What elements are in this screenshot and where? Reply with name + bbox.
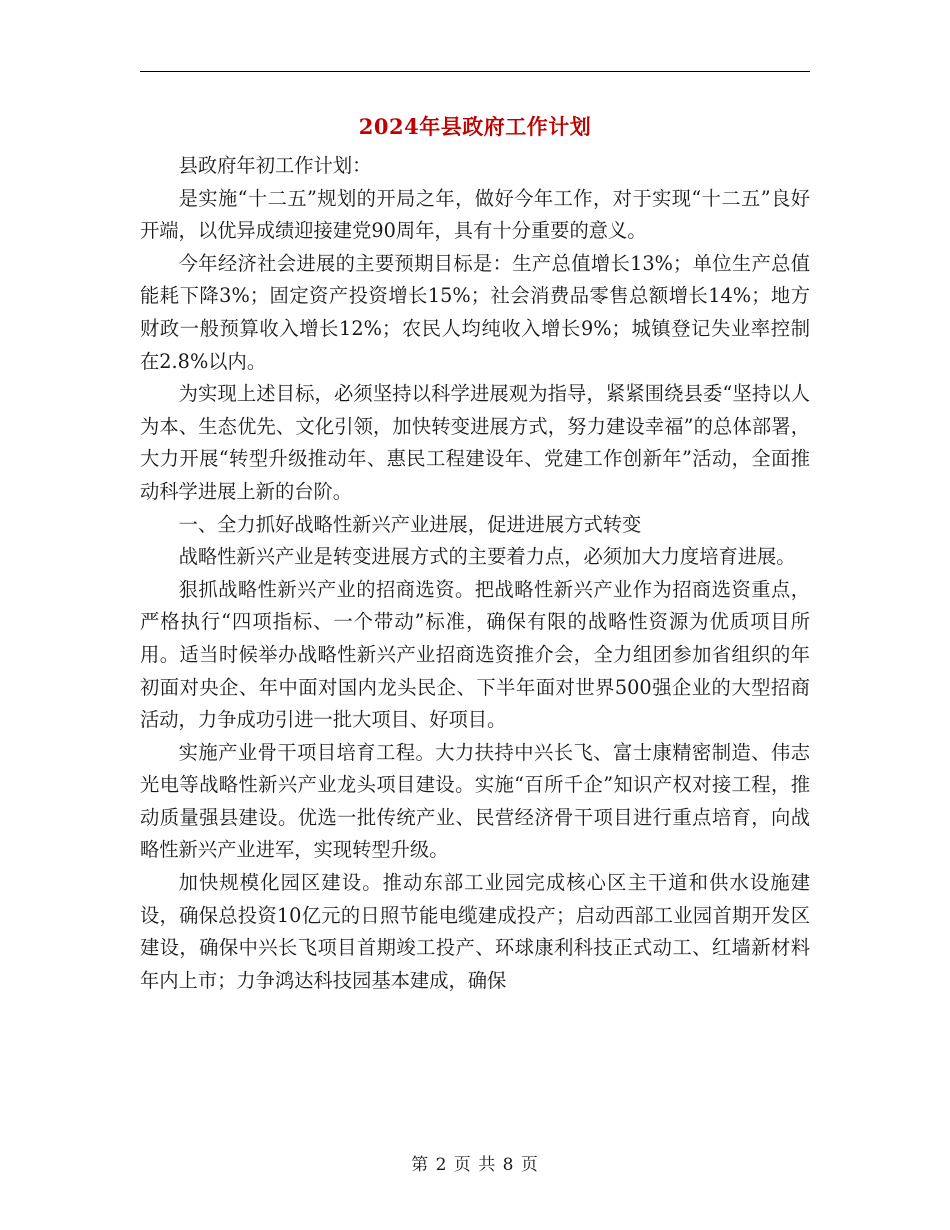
header-rule	[140, 71, 810, 72]
document-title: 2024年县政府工作计划	[358, 114, 592, 139]
document-body	[140, 150, 810, 997]
paragraph: 今年经济社会进展的主要预期目标是：生产总值增长13%；单位生产总值能耗下降3%；固定资产投资增长15%；社会消费品零售总额增长14%；地方财政一般预算收入增长12%；农民人均纯收入增长9%；城镇登记失业率控制在2.8%以内。	[140, 251, 810, 373]
page-number-footer: 第 2 页 共 8 页	[411, 1155, 539, 1175]
paragraph: 加快规模化园区建设。推动东部工业园完成核心区主干道和供水设施建设，确保总投资10亿元的日照节能电缆建成投产；启动西部工业园首期开发区建设，确保中兴长飞项目首期竣工投产、环球康利科技正式动工、红墙新材料年内上市；力争鸿达科技园基本建成，确保	[140, 871, 810, 992]
paragraph: 是实施“十二五”规划的开局之年，做好今年工作，对于实现“十二五”良好开端，以优异成绩迎接建党90周年，具有十分重要的意义。	[140, 186, 810, 243]
section-heading: 一、全力抓好战略性新兴产业进展，促进进展方式转变	[178, 512, 642, 536]
paragraph: 县政府年初工作计划：	[178, 154, 372, 177]
paragraph: 实施产业骨干项目培育工程。大力扶持中兴长飞、富士康精密制造、伟志光电等战略性新兴产业龙头项目建设。实施“百所千企”知识产权对接工程，推动质量强县建设。优选一批传统产业、民营经济骨干项目进行重点培育，向战略性新兴产业进军，实现转型升级。	[140, 740, 810, 862]
paragraph: 狠抓战略性新兴产业的招商选资。把战略性新兴产业作为招商选资重点，严格执行“四项指标、一个带动”标准，确保有限的战略性资源为优质项目所用。适当时候举办战略性新兴产业招商选资推介会，全力组团参加省组织的年初面对央企、年中面对国内龙头民企、下半年面对世界500强企业的大型招商活动，力争成功引进一批大项目、好项目。	[140, 577, 810, 732]
paragraph: 战略性新兴产业是转变进展方式的主要着力点，必须加大力度培育进展。	[178, 545, 796, 569]
paragraph: 为实现上述目标，必须坚持以科学进展观为指导，紧紧围绕县委“坚持以人为本、生态优先、文化引领，加快转变进展方式，努力建设幸福”的总体部署，大力开展“转型升级推动年、惠民工程建设年、党建工作创新年”活动，全面推动科学进展上新的台阶。	[140, 382, 810, 503]
